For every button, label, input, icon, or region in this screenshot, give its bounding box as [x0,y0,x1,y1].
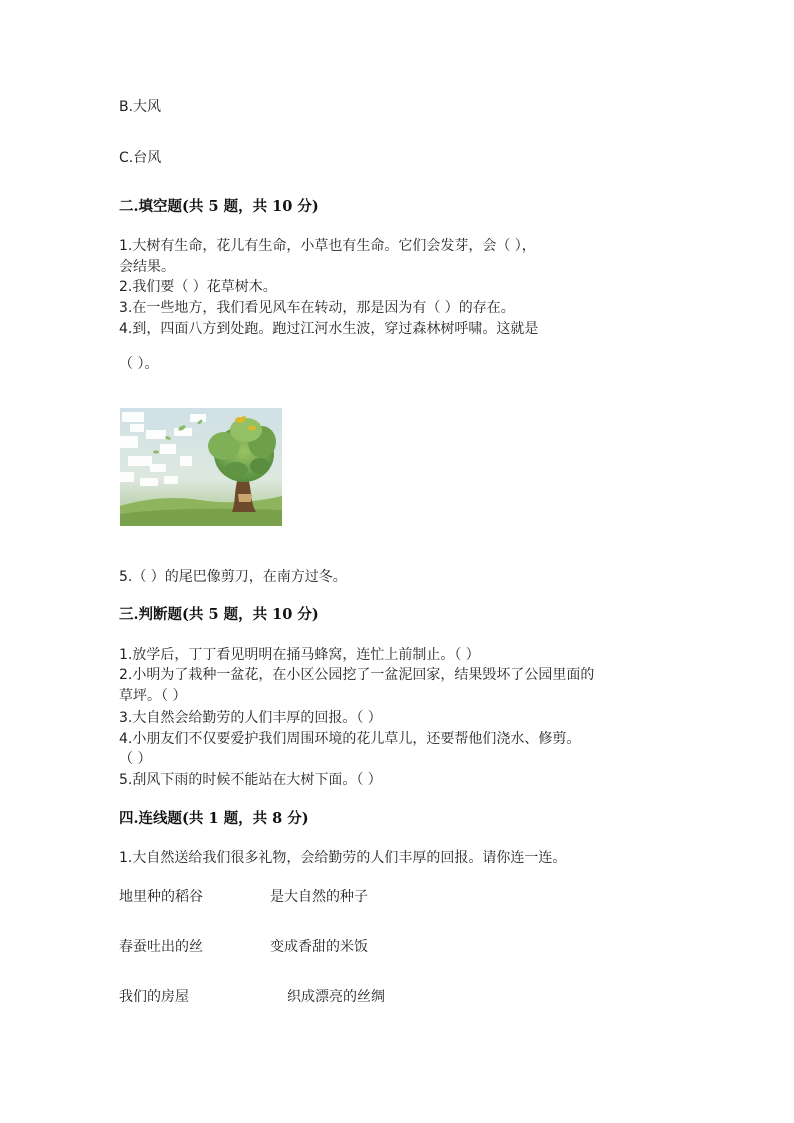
judge-question-5: 5.刮风下雨的时候不能站在大树下面。（ ） [119,772,382,788]
judge-question-2-line-1: 2.小明为了栽种一盆花，在小区公园挖了一盆泥回家，结果毁坏了公园里面的 [119,667,595,683]
judge-question-4-line-1: 4.小朋友们不仅要爱护我们周围环境的花儿草儿，还要帮他们浇水、修剪。 [119,731,581,747]
fill-question-2: 2.我们要（ ）花草树木。 [119,279,277,295]
judge-question-4-line-2: （ ） [119,751,152,767]
match-right-item: 织成漂亮的丝绸 [287,989,385,1005]
fill-question-3: 3.在一些地方，我们看见风车在转动，那是因为有（ ）的存在。 [119,300,515,316]
match-left-item: 地里种的稻谷 [119,889,203,905]
fill-question-4-line-1: 4.到，四面八方到处跑。跑过江河水生波，穿过森林树呼啸。这就是 [119,321,539,337]
match-right-item: 是大自然的种子 [270,889,368,905]
fill-question-1-line-2: 会结果。 [119,259,175,275]
option-c: C.台风 [119,150,162,166]
judge-question-2-line-2: 草坪。（ ） [119,688,187,704]
fill-question-4-line-2: （ ）。 [119,356,159,372]
tree-with-bird-illustration [120,408,282,526]
section-heading-fill-in: 二.填空题(共 5 题，共 10 分) [119,198,319,215]
fill-question-5: 5.（ ）的尾巴像剪刀，在南方过冬。 [119,569,347,585]
match-left-item: 春蚕吐出的丝 [119,939,203,955]
judge-question-1: 1.放学后，丁丁看见明明在捅马蜂窝，连忙上前制止。（ ） [119,647,480,663]
matching-question-1: 1.大自然送给我们很多礼物，会给勤劳的人们丰厚的回报。请你连一连。 [119,850,567,866]
section-heading-matching: 四.连线题(共 1 题，共 8 分) [119,810,309,827]
judge-question-3: 3.大自然会给勤劳的人们丰厚的回报。（ ） [119,710,382,726]
option-b: B.大风 [119,99,162,115]
match-right-item: 变成香甜的米饭 [270,939,368,955]
section-heading-true-false: 三.判断题(共 5 题，共 10 分) [119,606,319,623]
match-left-item: 我们的房屋 [119,989,189,1005]
fill-question-1-line-1: 1.大树有生命，花儿有生命，小草也有生命。它们会发芽，会（ ）， [119,238,536,254]
